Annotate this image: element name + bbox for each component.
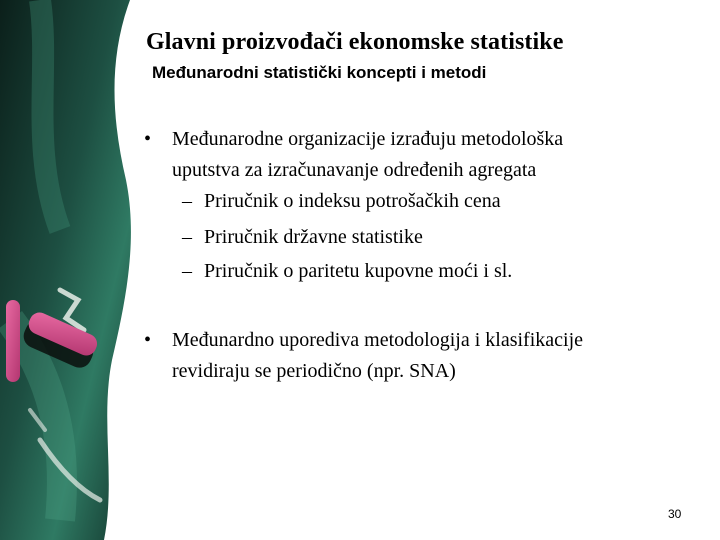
sub-bullet-marker: – <box>182 190 192 212</box>
bullet-text-line: Međunardno uporediva metodologija i klasifikacije <box>172 329 583 351</box>
sub-bullet-text: Priručnik o paritetu kupovne moći i sl. <box>204 260 513 282</box>
page-number: 30 <box>668 507 682 521</box>
bullet-text-line: Međunarodne organizacije izrađuju metodološka <box>172 128 564 150</box>
bullet-text-line: uputstva za izračunavanje određenih agregata <box>172 159 537 181</box>
sub-bullet-text: Priručnik o indeksu potrošačkih cena <box>204 190 501 212</box>
sub-bullet-marker: – <box>182 260 192 282</box>
bullet-marker: • <box>144 329 152 351</box>
sub-bullet-text: Priručnik državne statistike <box>204 226 423 248</box>
slide-title: Glavni proizvođači ekonomske statistike <box>146 29 564 55</box>
sub-bullet-marker: – <box>182 226 192 248</box>
bullet-text-line: revidiraju se periodično (npr. SNA) <box>172 360 456 382</box>
chalkboard-image <box>0 0 150 540</box>
slide-subtitle: Međunarodni statistički koncepti i metodi <box>152 63 487 82</box>
pink-chalk-stick <box>6 300 20 382</box>
bullet-marker: • <box>144 128 152 150</box>
